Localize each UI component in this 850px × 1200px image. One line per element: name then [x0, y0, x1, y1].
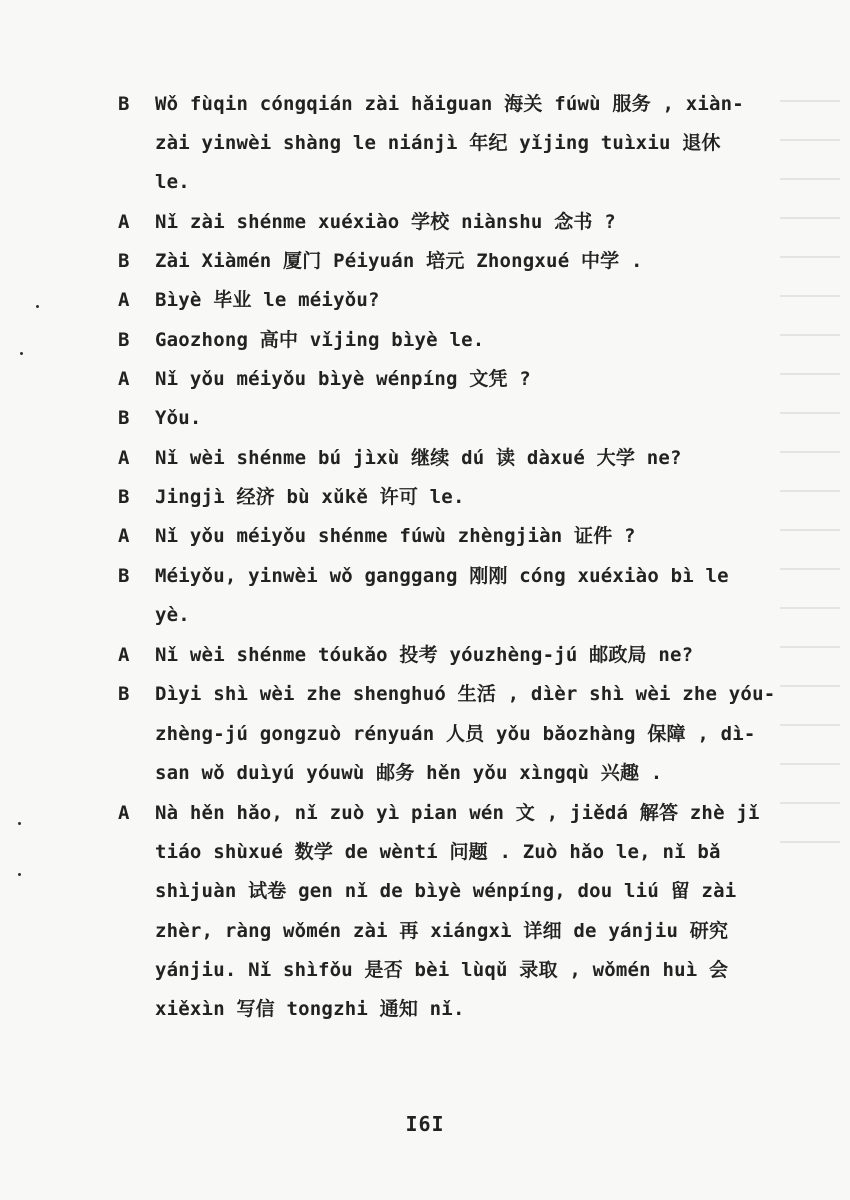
speaker-label: B [118, 486, 130, 508]
margin-mark [36, 305, 39, 308]
speaker-label: A [118, 289, 130, 311]
speaker-label: A [118, 447, 130, 469]
dialogue-text: Yǒu. [155, 407, 202, 429]
speaker-label: A [118, 802, 130, 824]
speaker-label: B [118, 250, 130, 272]
dialogue-text: Nà hěn hǎo, nǐ zuò yì pian wén 文 , jiědá 解答 zhè jǐ [155, 802, 760, 824]
dialogue-text: Nǐ wèi shénme bú jìxù 继续 dú 读 dàxué 大学 ne? [155, 447, 682, 469]
margin-mark [20, 352, 23, 355]
dialogue-text: zhèr, ràng wǒmén zài 再 xiángxì 详细 de yánjiu 研究 [155, 920, 729, 942]
dialogue-text: Bìyè 毕业 le méiyǒu? [155, 289, 380, 311]
dialogue-text: xiěxìn 写信 tongzhi 通知 nǐ. [155, 998, 465, 1020]
dialogue-text: zhèng-jú gongzuò rényuán 人员 yǒu bǎozhàng 保障 , dì- [155, 723, 756, 745]
dialogue-text: Jingjì 经济 bù xǔkě 许可 le. [155, 486, 465, 508]
dialogue-text: yè. [155, 604, 190, 626]
speaker-label: A [118, 525, 130, 547]
dialogue-text: Nǐ wèi shénme tóukǎo 投考 yóuzhèng-jú 邮政局 ne? [155, 644, 694, 666]
dialogue-text: Nǐ yǒu méiyǒu bìyè wénpíng 文凭 ? [155, 368, 531, 390]
dialogue-text: shìjuàn 试卷 gen nǐ de bìyè wénpíng, dou liú 留 zài [155, 880, 737, 902]
speaker-label: B [118, 565, 130, 587]
speaker-label: B [118, 93, 130, 115]
page-number: I6I [405, 1112, 445, 1136]
dialogue-text: Méiyǒu, yinwèi wǒ ganggang 刚刚 cóng xuéxiào bì le [155, 565, 729, 587]
bleed-through-shadow [780, 100, 840, 860]
dialogue-text: san wǒ duìyú yóuwù 邮务 hěn yǒu xìngqù 兴趣 . [155, 762, 663, 784]
dialogue-text: Nǐ zài shénme xuéxiào 学校 niànshu 念书 ? [155, 211, 616, 233]
speaker-label: B [118, 683, 130, 705]
dialogue-text: Nǐ yǒu méiyǒu shénme fúwù zhèngjiàn 证件 ? [155, 525, 636, 547]
dialogue-text: Gaozhong 高中 vǐjing bìyè le. [155, 329, 485, 351]
speaker-label: A [118, 368, 130, 390]
dialogue-text: le. [155, 171, 190, 193]
dialogue-text: Dìyi shì wèi zhe shenghuó 生活 , dìèr shì wèi zhe yóu- [155, 683, 776, 705]
speaker-label: A [118, 211, 130, 233]
speaker-label: B [118, 407, 130, 429]
margin-mark [18, 822, 21, 825]
speaker-label: A [118, 644, 130, 666]
speaker-label: B [118, 329, 130, 351]
dialogue-text: tiáo shùxué 数学 de wèntí 问题 . Zuò hǎo le, nǐ bǎ [155, 841, 721, 863]
dialogue-text: Wǒ fùqin cóngqián zài hǎiguan 海关 fúwù 服务 , xiàn- [155, 93, 744, 115]
dialogue-text: Zài Xiàmén 厦门 Péiyuán 培元 Zhongxué 中学 . [155, 250, 643, 272]
dialogue-text: zài yinwèi shàng le niánjì 年纪 yǐjing tuìxiu 退休 [155, 132, 721, 154]
dialogue-text: yánjiu. Nǐ shìfǒu 是否 bèi lùqǔ 录取 , wǒmén huì 会 [155, 959, 729, 981]
margin-mark [18, 873, 21, 876]
